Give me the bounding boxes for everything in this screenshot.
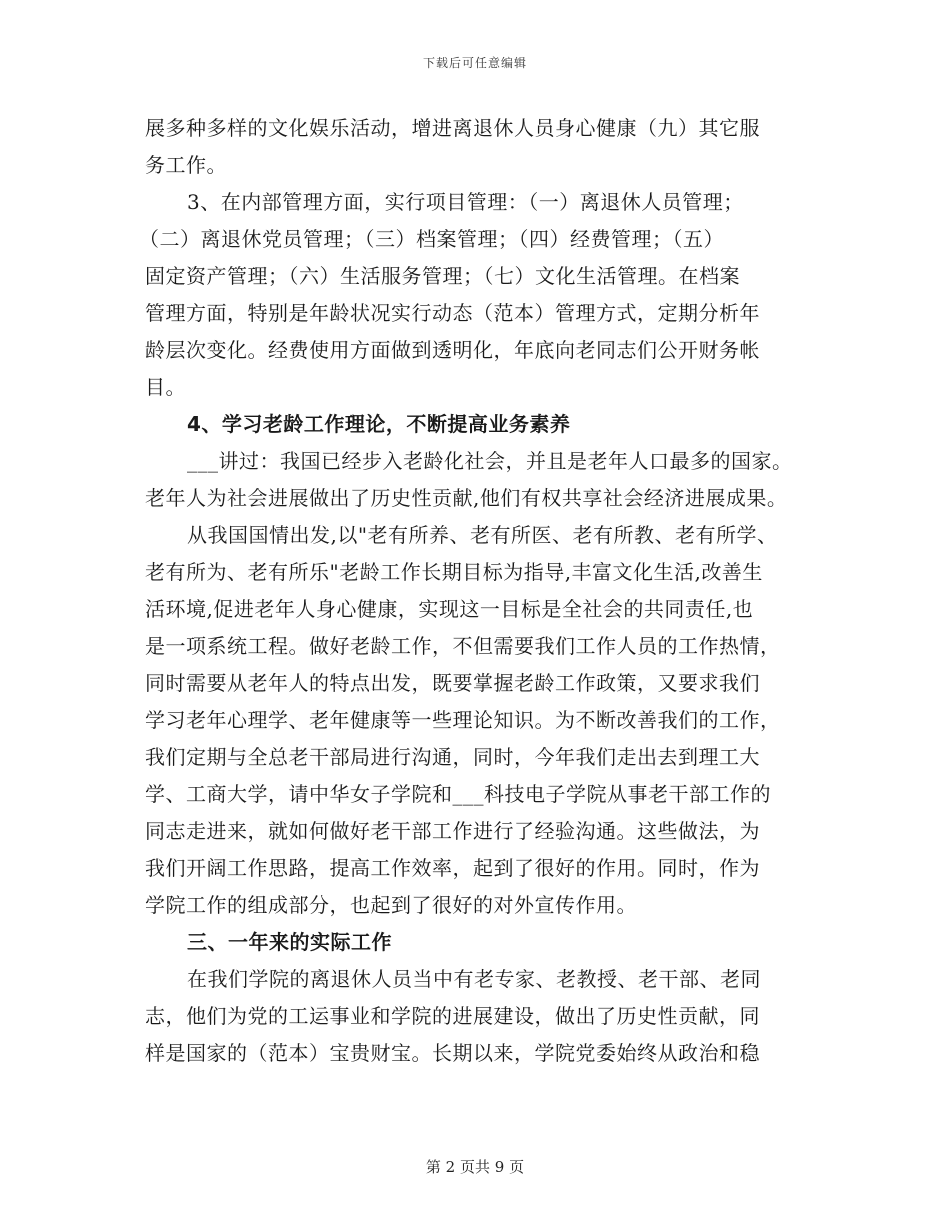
page-header: 下载后可任意编辑 (422, 56, 527, 70)
paragraph-line: 我们开阔工作思路，提高工作效率，起到了很好的作用。同时，作为 (145, 856, 760, 880)
section-heading: 4、学习老龄工作理论，不断提高业务素养 (187, 412, 571, 436)
section-heading: 三、一年来的实际工作 (187, 930, 392, 954)
paragraph-line: 我们定期与全总老干部局进行沟通，同时，今年我们走出去到理工大 (145, 745, 760, 769)
paragraph-line: 学院工作的组成部分，也起到了很好的对外宣传作用。 (145, 893, 637, 917)
paragraph-line: 志，他们为党的工运事业和学院的进展建设，做出了历史性贡献，同 (145, 1004, 760, 1028)
paragraph-line: 展多种多样的文化娱乐活动，增进离退休人员身心健康（九）其它服 (145, 116, 760, 140)
paragraph-line: 同志走进来，就如何做好老干部工作进行了经验沟通。这些做法，为 (145, 819, 760, 843)
paragraph-line: 同时需要从老年人的特点出发，既要掌握老龄工作政策，又要求我们 (145, 671, 760, 695)
paragraph-line: 老有所为、老有所乐"老龄工作长期目标为指导,丰富文化生活,改善生 (145, 560, 763, 584)
paragraph-line: （二）离退休党员管理；（三）档案管理；（四）经费管理；（五） (139, 227, 724, 251)
paragraph-line: 样是国家的（范本）宝贵财宝。长期以来，学院党委始终从政治和稳 (145, 1041, 760, 1065)
paragraph-line: ___讲过：我国已经步入老龄化社会，并且是老年人口最多的国家。 (187, 449, 793, 473)
paragraph-line: 活环境,促进老年人身心健康，实现这一目标是全社会的共同责任,也 (145, 597, 754, 621)
paragraph-line: 龄层次变化。经费使用方面做到透明化，年底向老同志们公开财务帐 (145, 338, 760, 362)
paragraph-line: 是一项系统工程。做好老龄工作，不但需要我们工作人员的工作热情， (145, 634, 781, 658)
paragraph-line: 在我们学院的离退休人员当中有老专家、老教授、老干部、老同 (187, 967, 761, 991)
paragraph-line: 务工作。 (145, 153, 227, 177)
paragraph-line: 学习老年心理学、老年健康等一些理论知识。为不断改善我们的工作， (145, 708, 781, 732)
paragraph-line: 老年人为社会进展做出了历史性贡献,他们有权共享社会经济进展成果。 (145, 486, 788, 510)
paragraph-line: 管理方面，特别是年龄状况实行动态（范本）管理方式，定期分析年 (145, 301, 760, 325)
paragraph-line: 3、在内部管理方面，实行项目管理：（一）离退休人员管理； (187, 190, 744, 214)
paragraph-line: 学、工商大学，请中华女子学院和___科技电子学院从事老干部工作的 (145, 782, 771, 806)
paragraph-line: 目。 (145, 375, 186, 399)
page-number: 第 2 页共 9 页 (425, 1158, 525, 1176)
paragraph-line: 从我国国情出发,以"老有所养、老有所医、老有所教、老有所学、 (187, 523, 778, 547)
paragraph-line: 固定资产管理；（六）生活服务管理；（七）文化生活管理。在档案 (145, 264, 740, 288)
